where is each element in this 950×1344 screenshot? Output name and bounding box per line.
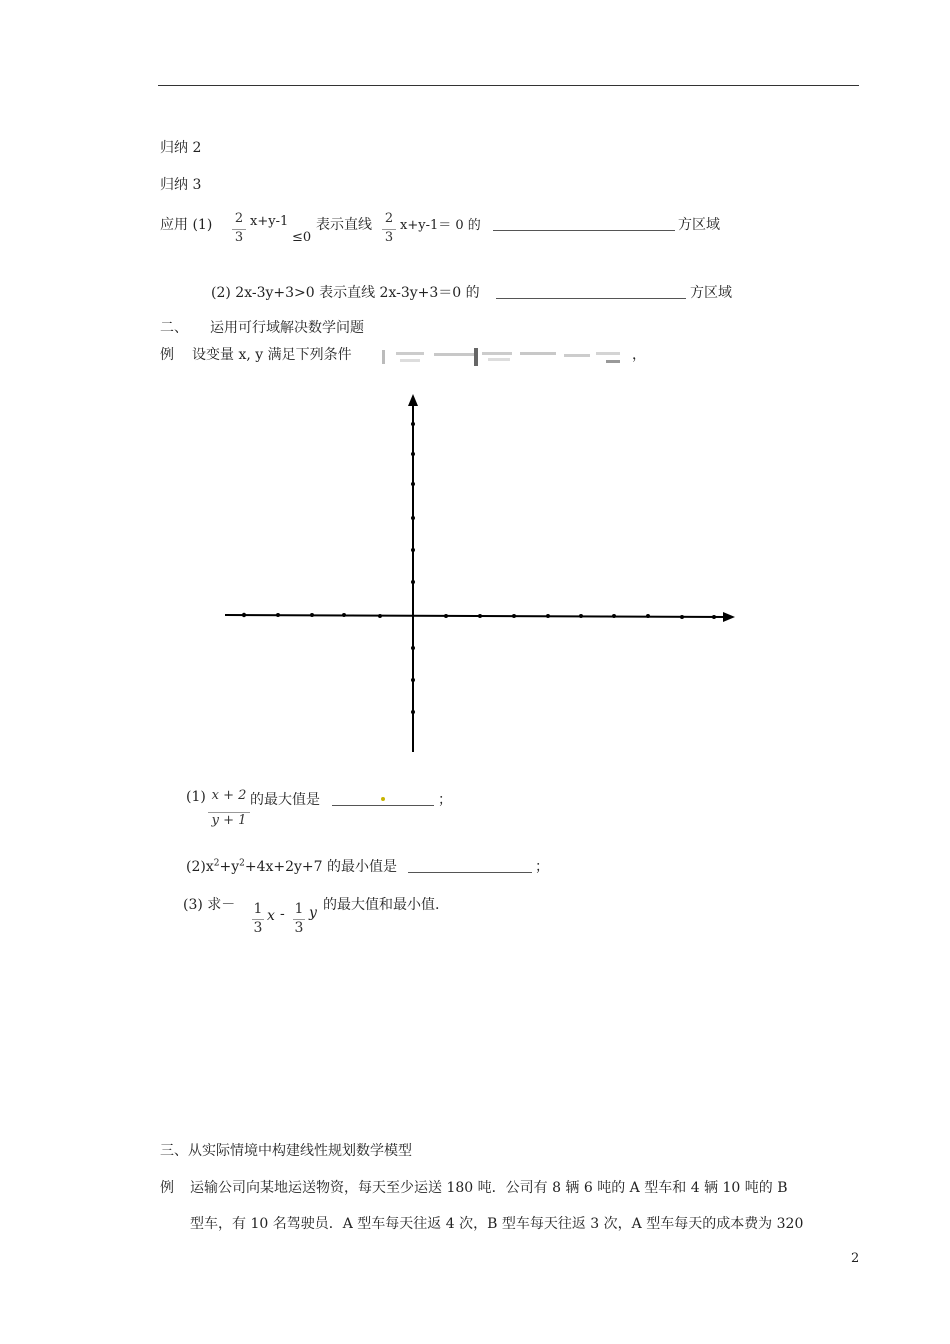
example1-tail: ， [632, 347, 646, 363]
q3-var-x: x [267, 908, 275, 924]
q2-mid2: +4x+2y+7 的最小值是 [244, 859, 398, 875]
q1-fraction [208, 788, 250, 829]
app1-prefix: 应用 (1) [160, 217, 213, 233]
example2-line2: 型车，有 10 名驾驶员．A 型车每天往返 4 次，B 型车每天往返 3 次，A 型车每天的成本费为 320 [190, 1216, 804, 1232]
q3-fraction-2 [293, 901, 305, 936]
example2-label: 例 [160, 1180, 174, 1196]
app1-frac-num: 2 [234, 211, 244, 226]
q2-text [186, 856, 397, 876]
app2-suffix: 方区域 [690, 285, 732, 301]
x-axis [225, 615, 728, 617]
q2-end: ； [535, 859, 549, 875]
app1-line-expr: x+y-1＝ 0 的 [400, 218, 481, 233]
app2-prefix: (2) 2x-3y+3>0 表示直线 2x-3y+3＝0 的 [211, 285, 480, 301]
q3-prefix: (3) 求－ [183, 897, 236, 913]
app1-frac2-den: 3 [382, 229, 396, 246]
q1-frac-num: x + 2 [211, 788, 247, 803]
app1-blank[interactable] [493, 214, 675, 235]
constraint-image [378, 346, 633, 368]
x-axis-arrow [723, 612, 735, 622]
app1-fraction [232, 211, 246, 246]
q2-mid1: +y [219, 859, 240, 875]
q2-sup-2: 2 [239, 858, 245, 869]
summary-3: 归纳 3 [160, 177, 202, 193]
q1-end: ； [438, 792, 452, 808]
app1-frac2-num: 2 [384, 211, 394, 226]
q3-minus: - [280, 906, 285, 922]
app1-expr: x+y-1 [250, 214, 289, 229]
q3-f1-den: 3 [253, 920, 263, 936]
header-rule [158, 85, 859, 86]
coordinate-axes [220, 390, 740, 755]
app1-relation: ≤0 [292, 230, 312, 245]
example1-label: 例 [160, 347, 174, 363]
app1-text: 表示直线 [316, 217, 372, 233]
q3-var-y: y [309, 905, 317, 921]
q3-fraction-1 [252, 901, 264, 936]
q3-f2-den: 3 [294, 920, 304, 936]
q1-text: 的最大值是 [250, 792, 320, 808]
q3-f1-num: 1 [253, 901, 263, 917]
app1-fraction-2 [382, 211, 396, 246]
app1-frac-den: 3 [232, 229, 246, 246]
summary-2: 归纳 2 [160, 140, 202, 156]
section2-number: 二、 [160, 320, 188, 336]
section3-title: 三、从实际情境中构建线性规划数学模型 [160, 1143, 412, 1159]
q3-f2-num: 1 [294, 901, 304, 917]
q2-blank[interactable] [408, 856, 532, 877]
q2-prefix: (2)x [186, 859, 214, 875]
section2-title: 运用可行域解决数学问题 [210, 320, 364, 336]
q3-text: 的最大值和最小值. [323, 897, 440, 913]
example1-text: 设变量 x, y 满足下列条件 [192, 347, 352, 363]
app1-suffix: 方区域 [678, 217, 720, 233]
q1-dot-mark [381, 797, 385, 801]
y-axis-arrow [408, 394, 418, 406]
q1-frac-den: y + 1 [208, 812, 250, 829]
q2-sup-1: 2 [213, 858, 220, 869]
example2-line1: 运输公司向某地运送物资，每天至少运送 180 吨．公司有 8 辆 6 吨的 A 型车和 4 辆 10 吨的 B [190, 1180, 788, 1196]
q1-prefix: (1) [186, 789, 206, 805]
app2-blank[interactable] [496, 282, 686, 303]
page-number: 2 [851, 1251, 860, 1266]
